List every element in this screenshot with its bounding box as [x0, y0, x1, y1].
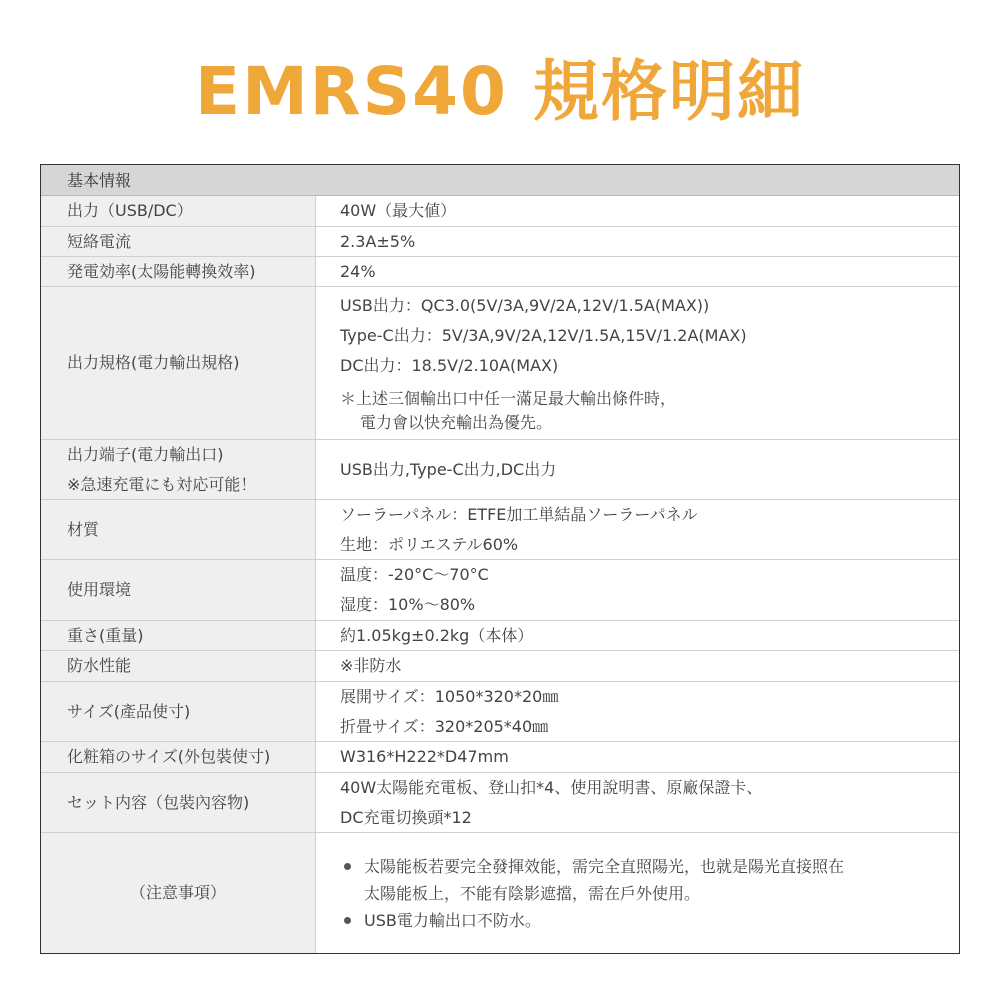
row-label: 化粧箱のサイズ(外包裝使寸)	[41, 742, 316, 772]
row-label: 使用環境	[41, 560, 316, 620]
row-value: 2.3A±5%	[340, 231, 416, 251]
table-row-output	[41, 196, 959, 227]
table-row-ports	[41, 440, 959, 500]
table-row-short-circuit	[41, 227, 959, 257]
row-label: 短絡電流	[41, 227, 316, 256]
row-value: 40W（最大値）	[340, 201, 457, 220]
list-item: USB電力輸出口不防水。	[340, 907, 959, 934]
page-title: EMRS40 規格明細	[195, 53, 805, 130]
row-value: 24%	[340, 261, 376, 281]
row-label: 防水性能	[41, 651, 316, 681]
row-value: 約1.05kg±0.2kg（本体）	[340, 625, 534, 645]
table-row-output-spec	[41, 287, 959, 440]
spec-table	[40, 164, 960, 954]
table-row-box-size	[41, 742, 959, 773]
table-row-notes	[41, 833, 959, 953]
row-label: 重さ(重量)	[41, 621, 316, 650]
row-value: W316*H222*D47mm	[340, 747, 509, 766]
row-value	[316, 833, 959, 953]
table-row-contents	[41, 773, 959, 833]
table-row-weight	[41, 621, 959, 651]
row-label: 材質	[41, 500, 316, 559]
notes-list	[340, 853, 959, 934]
row-value: ※非防水	[340, 656, 402, 675]
row-value: 温度：-20°C〜70°C 湿度：10%〜80%	[340, 565, 489, 614]
table-row-efficiency	[41, 257, 959, 287]
table-row-size	[41, 682, 959, 742]
section-header: 基本情報	[41, 165, 959, 196]
row-value: USB出力,Type-C出力,DC出力	[340, 459, 557, 479]
output-note: 電力會以快充輸出為優先。	[360, 413, 553, 432]
row-label: （注意事項）	[41, 833, 316, 953]
table-row-material	[41, 500, 959, 560]
row-label: 発電効率(太陽能轉換效率)	[41, 257, 316, 286]
row-value: ソーラーパネル：ETFE加工単結晶ソーラーパネル 生地：ポリエステル60%	[340, 504, 698, 554]
table-row-environment	[41, 560, 959, 621]
row-label: セット内容（包裝內容物)	[41, 773, 316, 832]
row-label: 出力端子(電力輸出口) ※急速充電にも対応可能！	[41, 440, 316, 499]
bullet-icon	[344, 917, 351, 924]
row-value: 展開サイズ：1050*320*20㎜ 折畳サイズ：320*205*40㎜	[340, 686, 559, 736]
row-value: USB出力：QC3.0(5V/3A,9V/2A,12V/1.5A(MAX)) Type-C出力：5V/3A,9V/2A,12V/1.5A,15V/1.2A(MAX) DC出力：18.5V/2.10A(MAX) ＊上述三個輸出口中任一滿足最大輸出條件時， 電力會以快充輸出為優先。	[316, 287, 959, 439]
list-item: 太陽能板若要完全發揮效能，需完全直照陽光，也就是陽光直接照在 太陽能板上，不能有陰影遮擋，需在戶外使用。	[340, 853, 959, 907]
row-label: 出力（USB/DC）	[41, 196, 316, 226]
row-label: 出力規格(電力輸出規格)	[41, 287, 316, 439]
table-row-waterproof	[41, 651, 959, 682]
row-value: 40W太陽能充電板、登山扣*4、使用說明書、原廠保證卡、 DC充電切換頭*12	[340, 777, 763, 827]
bullet-icon	[344, 863, 351, 870]
row-label: サイズ(產品使寸)	[41, 682, 316, 741]
output-note: ＊上述三個輸出口中任一滿足最大輸出條件時，	[340, 389, 677, 408]
